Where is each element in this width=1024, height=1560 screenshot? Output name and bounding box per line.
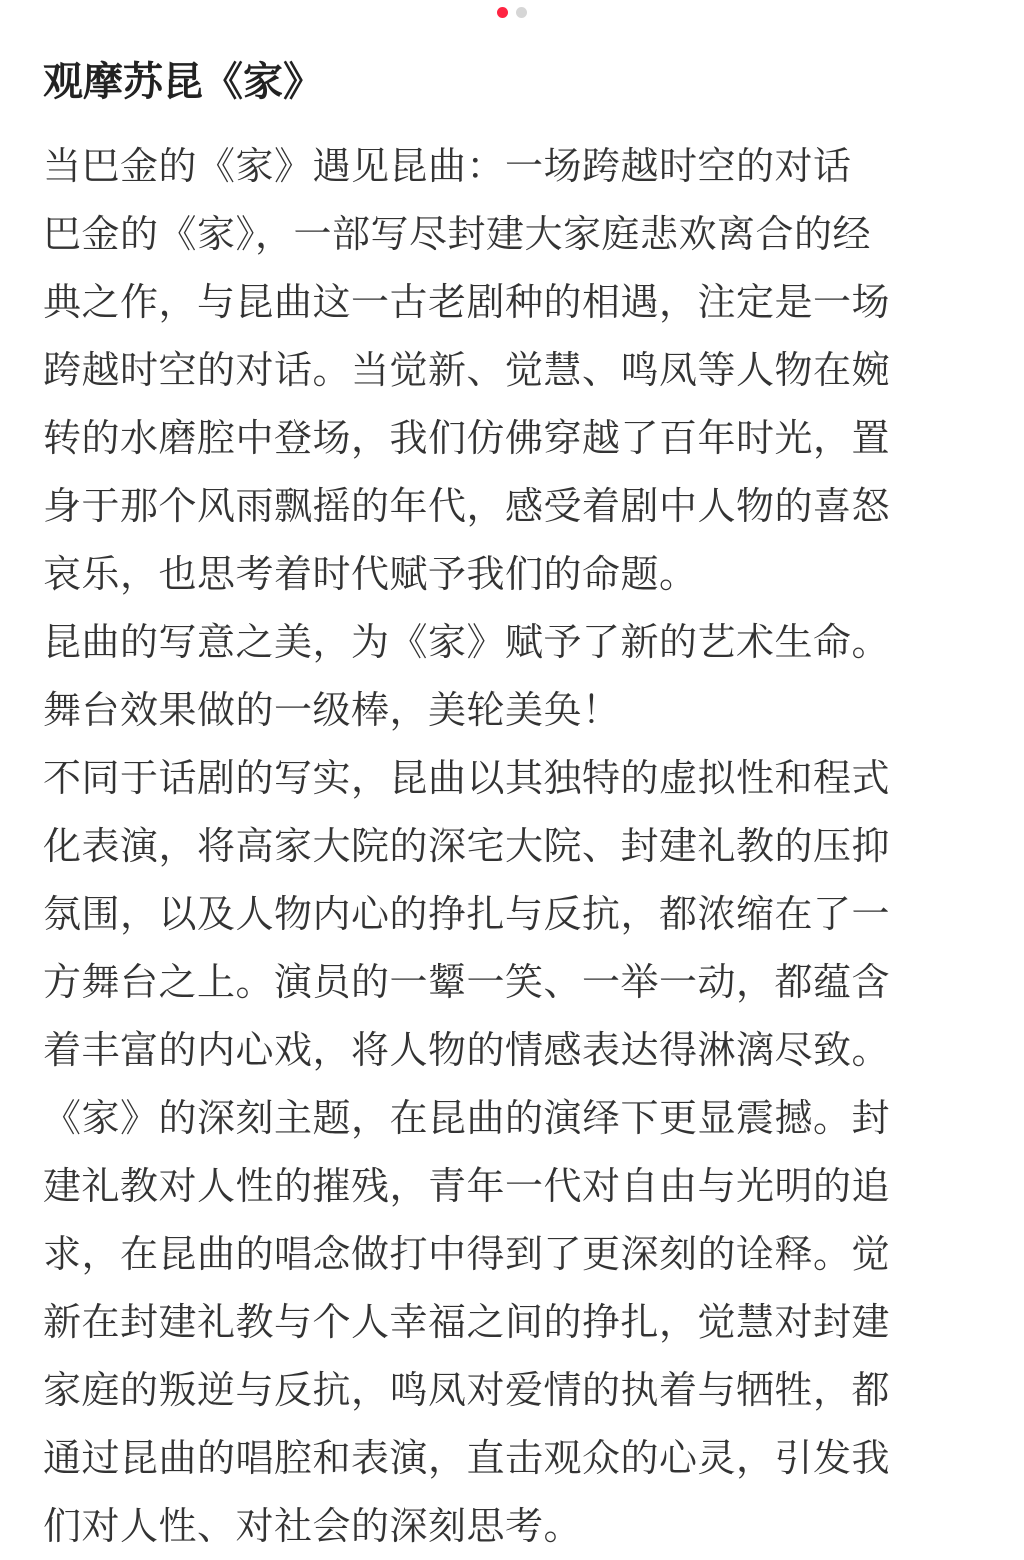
body-line: 身于那个风雨飘摇的年代，感受着剧中人物的喜怒 — [43, 484, 891, 528]
body-line: 跨越时空的对话。当觉新、觉慧、鸣凤等人物在婉 — [43, 348, 891, 392]
body-line: 不同于话剧的写实，昆曲以其独特的虚拟性和程式 — [43, 756, 891, 800]
post-body — [43, 132, 983, 1560]
body-line: 化表演，将高家大院的深宅大院、封建礼教的压抑 — [43, 824, 891, 868]
post-title: 观摩苏昆《家》 — [43, 59, 323, 105]
body-line: 新在封建礼教与个人幸福之间的挣扎，觉慧对封建 — [43, 1300, 891, 1344]
image-pager[interactable] — [0, 4, 1024, 20]
body-line: 方舞台之上。演员的一颦一笑、一举一动，都蕴含 — [43, 960, 891, 1004]
body-line: 建礼教对人性的摧残，青年一代对自由与光明的追 — [43, 1164, 891, 1208]
body-line: 当巴金的《家》遇见昆曲：一场跨越时空的对话 — [43, 144, 852, 188]
body-line: 哀乐，也思考着时代赋予我们的命题。 — [43, 552, 698, 596]
body-line: 典之作，与昆曲这一古老剧种的相遇，注定是一场 — [43, 280, 891, 324]
body-line: 着丰富的内心戏，将人物的情感表达得淋漓尽致。 — [43, 1028, 891, 1072]
body-line: 氛围，以及人物内心的挣扎与反抗，都浓缩在了一 — [43, 892, 891, 936]
body-line: 巴金的《家》，一部写尽封建大家庭悲欢离合的经 — [43, 212, 872, 256]
body-line: 舞台效果做的一级棒，美轮美奂！ — [43, 688, 621, 732]
body-line: 《家》的深刻主题，在昆曲的演绎下更显震撼。封 — [43, 1096, 891, 1140]
pager-dot-active[interactable] — [497, 7, 508, 18]
body-line: 们对人性、对社会的深刻思考。 — [43, 1504, 583, 1548]
body-line: 通过昆曲的唱腔和表演，直击观众的心灵，引发我 — [43, 1436, 891, 1480]
pager-dot[interactable] — [516, 7, 527, 18]
body-line: 转的水磨腔中登场，我们仿佛穿越了百年时光，置 — [43, 416, 891, 460]
body-line: 求，在昆曲的唱念做打中得到了更深刻的诠释。觉 — [43, 1232, 891, 1276]
body-line: 昆曲的写意之美，为《家》赋予了新的艺术生命。 — [43, 620, 891, 664]
body-line: 家庭的叛逆与反抗，鸣凤对爱情的执着与牺牲，都 — [43, 1368, 891, 1412]
